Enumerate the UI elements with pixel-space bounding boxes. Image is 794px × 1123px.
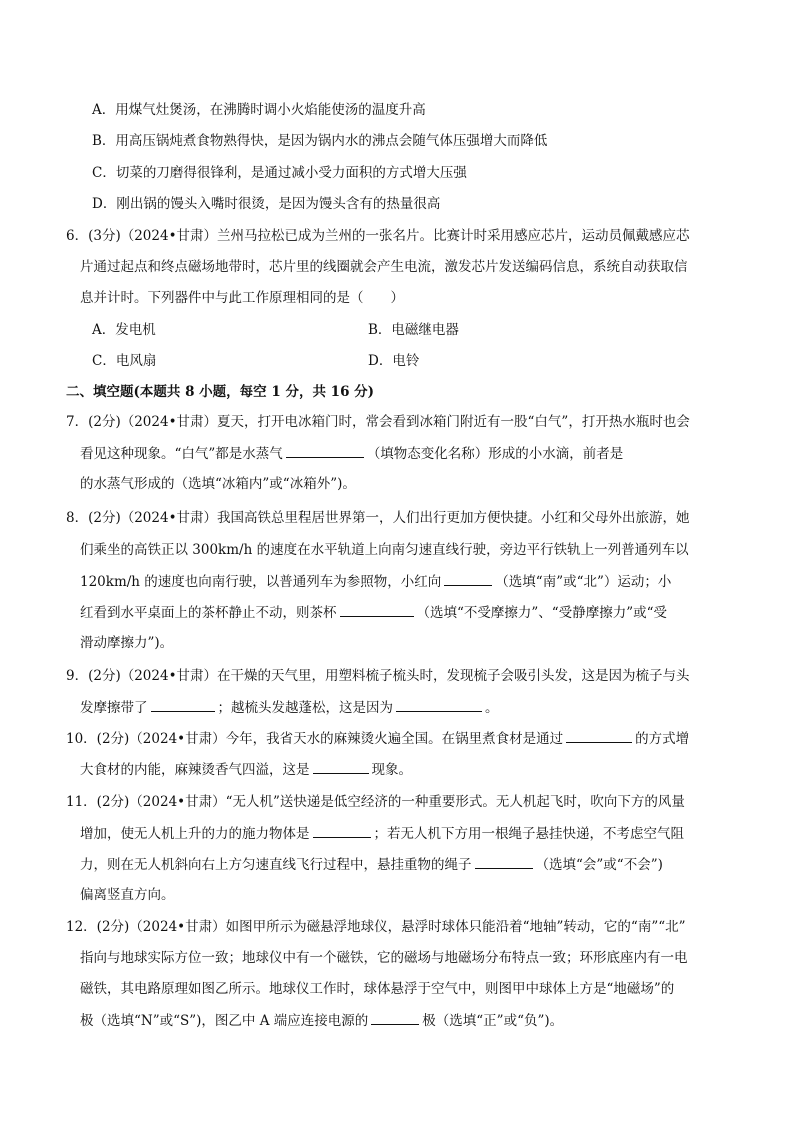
q11-text-d: （选填“会”或“不会”) (535, 857, 663, 873)
q11-line-2 (80, 823, 684, 844)
q7-text-b: （填物态变化名称）形成的小水滴，前者是 (366, 446, 624, 462)
q10-text-d: 现象。 (371, 762, 412, 778)
q9-line-2 (80, 697, 499, 718)
q8-line-2: 们乘坐的高铁正以 300km/h 的速度在水平轨道上向南匀速直线行驶，旁边平行铁轨上一列普通列车以 (80, 542, 689, 558)
q5-option-c: C．切菜的刀磨得很锋利，是通过减小受力面积的方式增大压强 (92, 165, 467, 181)
q11-line-3 (80, 854, 663, 875)
q9-blank-1[interactable] (151, 697, 215, 712)
q12-line-3: 磁铁，其电路原理如图乙所示。地球仪工作时，球体悬浮于空气中，则图甲中球体上方是“地磁场”的 (80, 981, 675, 997)
q9-blank-2[interactable] (396, 697, 482, 712)
q12-line-2: 指向与地球实际方位一致；地球仪中有一个磁铁，它的磁场与地磁场分布特点一致；环形底座内有一电 (80, 950, 688, 966)
q8-line-3 (80, 571, 671, 592)
q11-text-b: ；若无人机下方用一根绳子悬挂快递，不考虑空气阻 (373, 826, 684, 842)
q12-text-b: 极（选填“正”或“负”)。 (422, 1013, 564, 1029)
q6-line-1: 6．(3分)（2024•甘肃）兰州马拉松已成为兰州的一张名片。比赛计时采用感应芯片，运动员佩戴感应芯 (66, 228, 690, 244)
q11-text-c: 力，则在无人机斜向右上方匀速直线飞行过程中，悬挂重物的绳子 (80, 857, 472, 873)
q11-line-1: 11．(2分)（2024•甘肃）“无人机”送快递是低空经济的一种重要形式。无人机起飞时，吹向下方的风量 (66, 794, 685, 810)
q6-option-a: A．发电机 (92, 322, 156, 338)
q9-text-b: ；越梳头发越蓬松，这是因为 (217, 700, 393, 716)
q11-line-4: 偏离竖直方向。 (80, 887, 175, 903)
q7-line-3: 的水蒸气形成的（选填“冰箱内”或“冰箱外”)。 (80, 476, 356, 492)
q9-text-c: 。 (485, 700, 499, 716)
q8-line-4 (80, 602, 667, 623)
q8-blank-1[interactable] (444, 571, 492, 586)
q7-line-2 (80, 443, 623, 464)
q6-option-c: C．电风扇 (92, 353, 157, 369)
q12-blank-1[interactable] (371, 1010, 419, 1025)
q10-text-a: 10．(2分)（2024•甘肃）今年，我省天水的麻辣烫火遍全国。在锅里煮食材是通过 (66, 731, 564, 747)
q9-line-1: 9．(2分)（2024•甘肃）在干燥的天气里，用塑料梳子梳头时，发现梳子会吸引头发，这是因为梳子与头 (66, 668, 690, 684)
q6-line-3: 息并计时。下列器件中与此工作原理相同的是（ ） (80, 290, 404, 306)
q10-blank-1[interactable] (566, 728, 632, 743)
q7-blank-1[interactable] (286, 443, 364, 458)
q8-text-3b: （选填“南”或“北”）运动；小 (495, 574, 672, 590)
q11-text-a: 增加，使无人机上升的力的施力物体是 (80, 826, 310, 842)
q7-text-a: 看见这种现象。“白气”都是水蒸气 (80, 446, 283, 462)
q11-blank-1[interactable] (313, 823, 371, 838)
q6-line-2: 片通过起点和终点磁场地带时，芯片里的线圈就会产生电流，激发芯片发送编码信息，系统自动获取信 (80, 259, 688, 275)
q6-option-d: D．电铃 (368, 353, 420, 369)
q11-blank-2[interactable] (475, 854, 533, 869)
q10-blank-2[interactable] (313, 759, 369, 774)
q9-text-a: 发摩擦带了 (80, 700, 148, 716)
q12-line-4 (80, 1010, 563, 1031)
q7-line-1: 7．(2分)（2024•甘肃）夏天，打开电冰箱门时，常会看到冰箱门附近有一股“白气”，打开热水瓶时也会 (66, 414, 690, 430)
q6-option-b: B．电磁继电器 (368, 322, 459, 338)
section-title-fill-in: 二、填空题(本题共 8 小题，每空 1 分，共 16 分) (66, 384, 375, 400)
q5-option-b: B．用高压锅炖煮食物熟得快，是因为锅内水的沸点会随气体压强增大而降低 (92, 133, 548, 149)
q10-line-1 (66, 728, 689, 749)
q10-line-2 (80, 759, 412, 780)
q8-line-1: 8．(2分)（2024•甘肃）我国高铁总里程居世界第一，人们出行更加方便快捷。小红和父母外出旅游，她 (66, 510, 690, 526)
q8-text-3a: 120km/h 的速度也向南行驶，以普通列车为参照物，小红向 (80, 574, 442, 590)
q8-text-4a: 红看到水平桌面上的茶杯静止不动，则茶杯 (80, 605, 337, 621)
q8-text-4b: （选填“不受摩擦力”、“受静摩擦力”或“受 (416, 605, 668, 621)
q8-blank-2[interactable] (340, 602, 414, 617)
q12-text-a: 极（选填“N”或“S”)，图乙中 A 端应连接电源的 (80, 1013, 369, 1029)
q5-option-d: D．刚出锅的馒头入嘴时很烫，是因为馒头含有的热量很高 (92, 196, 441, 212)
q8-line-5: 滑动摩擦力”)。 (80, 635, 174, 651)
q10-text-b: 的方式增 (635, 731, 690, 747)
q10-text-c: 大食材的内能，麻辣烫香气四溢，这是 (80, 762, 310, 778)
q12-line-1: 12．(2分)（2024•甘肃）如图甲所示为磁悬浮地球仪，悬浮时球体只能沿着“地轴”转动，它的“南”“北” (66, 919, 686, 935)
q5-option-a: A．用煤气灶煲汤，在沸腾时调小火焰能使汤的温度升高 (92, 102, 426, 118)
